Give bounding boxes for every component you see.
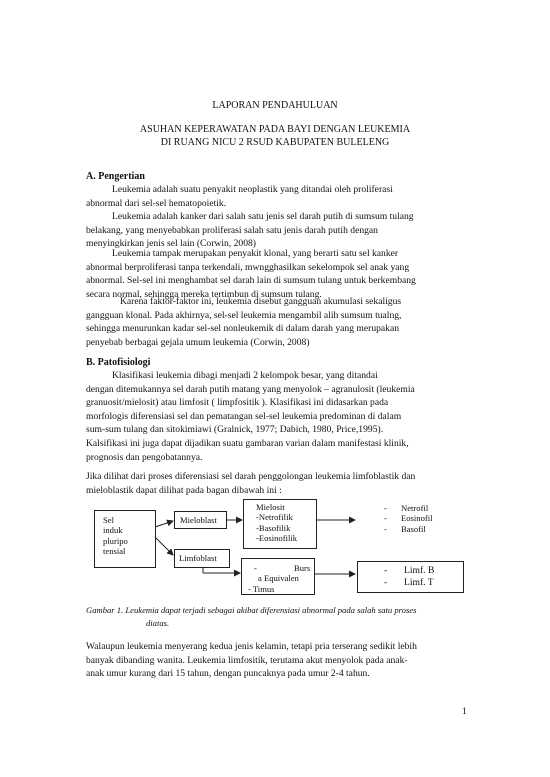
text-line: sum-sum tulang dan sitokimiawi (Gralnick, 1977; Dabich, 1980, Price,1995). bbox=[86, 424, 384, 436]
bullet-dash: - bbox=[384, 577, 388, 588]
bullet-dash: - bbox=[384, 513, 387, 524]
diagram-text: Mielosit bbox=[256, 502, 285, 512]
diagram-text: Limf. B bbox=[404, 565, 435, 576]
diagram-text: -Basofilik bbox=[256, 522, 291, 533]
caption-line: diatas. bbox=[146, 618, 170, 628]
document-subtitle-line2: DI RUANG NICU 2 RSUD KABUPATEN BULELENG bbox=[160, 137, 390, 148]
text-line: abnormal. Sel-sel ini menghambat sel darah lain di sumsum tulang untuk berkembang bbox=[86, 275, 416, 287]
caption-line: Gambar 1. Leukemia dapat terjadi sebagai akibat diferensiasi abnormal pada salah satu proses bbox=[86, 605, 417, 615]
diagram-text: Limf. T bbox=[404, 577, 434, 588]
text-line: Klasifikasi leukemia dibagi menjadi 2 kelompok besar, yang ditandai bbox=[112, 370, 378, 381]
document-subtitle-line1: ASUHAN KEPERAWATAN PADA BAYI DENGAN LEUKEMIA bbox=[139, 124, 411, 135]
text-line: Leukemia adalah kanker dari salah satu jenis sel darah putih di sumsum tulang bbox=[112, 211, 414, 222]
mielosit-label bbox=[256, 502, 297, 544]
text-line: Walaupun leukemia menyerang kedua jenis kelamin, tetapi pria terserang sedikit lebih bbox=[86, 641, 417, 652]
diagram-text: Burs bbox=[294, 563, 311, 573]
text-line: Leukemia adalah suatu penyakit neoplastik yang ditandai oleh proliferasi bbox=[112, 184, 393, 195]
limfoblast-label: Limfoblast bbox=[179, 553, 217, 563]
text-line: abnormal berproliferasi tanpa terkendali, mwngghasilkan sekelompok sel anak yang bbox=[86, 261, 410, 273]
limfosit-label bbox=[384, 565, 464, 589]
granulosit-label bbox=[384, 503, 464, 534]
burs-label bbox=[248, 563, 314, 594]
text-line: prognosis dan pengobatannya. bbox=[86, 451, 203, 463]
section-a-heading: A. Pengertian bbox=[86, 171, 145, 182]
text-line: menyingkirkan jenis sel lain (Corwin, 2008) bbox=[86, 238, 256, 250]
text-line: abnormal dari sel-sel hematopoietik. bbox=[86, 197, 227, 209]
text-line: granuosit/mielosit) atau limfosit ( limpfositik ). Klasifikasi ini didasarkan pada bbox=[86, 397, 389, 409]
text-line: banyak dibanding wanita. Leukemia limfositik, terutama akut menyolok pada anak- bbox=[86, 654, 408, 666]
closing-paragraph bbox=[86, 640, 470, 681]
text-line: dengan ditemukannya sel darah putih matang yang menyolok – agranulosit (leukemia bbox=[86, 383, 415, 395]
figure-caption bbox=[86, 604, 470, 630]
document-title: LAPORAN PENDAHULUAN bbox=[212, 100, 338, 111]
text-line: gangguan klonal. Pada akhirnya, sel-sel leukemia mengambil alih sumsum tualng, bbox=[86, 309, 402, 321]
text-line: Kalsifikasi ini juga dapat dijadikan suatu gambaran varian dalam manifestasi klinik, bbox=[86, 437, 409, 449]
text-line: sehingga menurunkan kadar sel-sel nonleukemik di dalam darah yang merupakan bbox=[86, 323, 400, 335]
mieloblast-label: Mieloblast bbox=[180, 515, 217, 525]
bullet-dash: - bbox=[254, 563, 257, 573]
diagram-text: - Timus bbox=[248, 583, 275, 594]
arrow-to-mieloblast bbox=[155, 521, 173, 527]
bullet-dash: - bbox=[384, 523, 387, 534]
diagram-text: -Netrofilik bbox=[256, 512, 293, 523]
text-line: anak umur kurang dari 15 tahun, dengan puncaknya pada umur 2-4 tahun. bbox=[86, 668, 370, 680]
diagram-text: Sel bbox=[103, 515, 114, 525]
diagram-text: -Eosinofilik bbox=[256, 533, 298, 544]
text-line: Jika dilihat dari proses diferensiasi sel darah penggolongan leukemia limfoblastik dan bbox=[86, 471, 416, 482]
bullet-dash: - bbox=[384, 503, 387, 513]
diagram-text: induk bbox=[103, 525, 123, 536]
text-line: belakang, yang menyebabkan proliferasi salah satu jenis darah putih dengan bbox=[86, 224, 378, 236]
diagram-text: tensial bbox=[103, 546, 126, 557]
page-number: 1 bbox=[462, 706, 467, 717]
arrow-to-limfoblast bbox=[155, 537, 173, 555]
section-b-heading: B. Patofisiologi bbox=[86, 357, 151, 368]
diagram-text: pluripo bbox=[103, 535, 128, 546]
text-line: Karena faktor-faktor ini, leukemia disebut gangguan akumulasi sekaligus bbox=[120, 296, 402, 307]
diagram-text: Basofil bbox=[401, 523, 426, 534]
text-line: morfologis diferensiasi sel dan pematangan sel-sel leukemia predominan di dalam bbox=[86, 410, 402, 422]
diagram-text: a Equivalen bbox=[258, 573, 299, 584]
text-line: Leukemia tampak merupakan penyakit klonal, yang berarti satu sel kanker bbox=[112, 248, 399, 259]
bullet-dash: - bbox=[384, 565, 388, 576]
text-line: mieloblastik dapat dilihat pada bagan dibawah ini : bbox=[86, 484, 282, 496]
diagram-text: Netrofil bbox=[401, 503, 429, 513]
text-line: secara normal, sehingga mereka tertimbun di sumsum tulang. bbox=[86, 288, 322, 300]
stem-cell-label bbox=[103, 515, 128, 557]
diagram-text: Eosinofil bbox=[401, 513, 433, 524]
text-line: penyebab berbagai gejala umum leukemia (Corwin, 2008) bbox=[86, 336, 310, 348]
